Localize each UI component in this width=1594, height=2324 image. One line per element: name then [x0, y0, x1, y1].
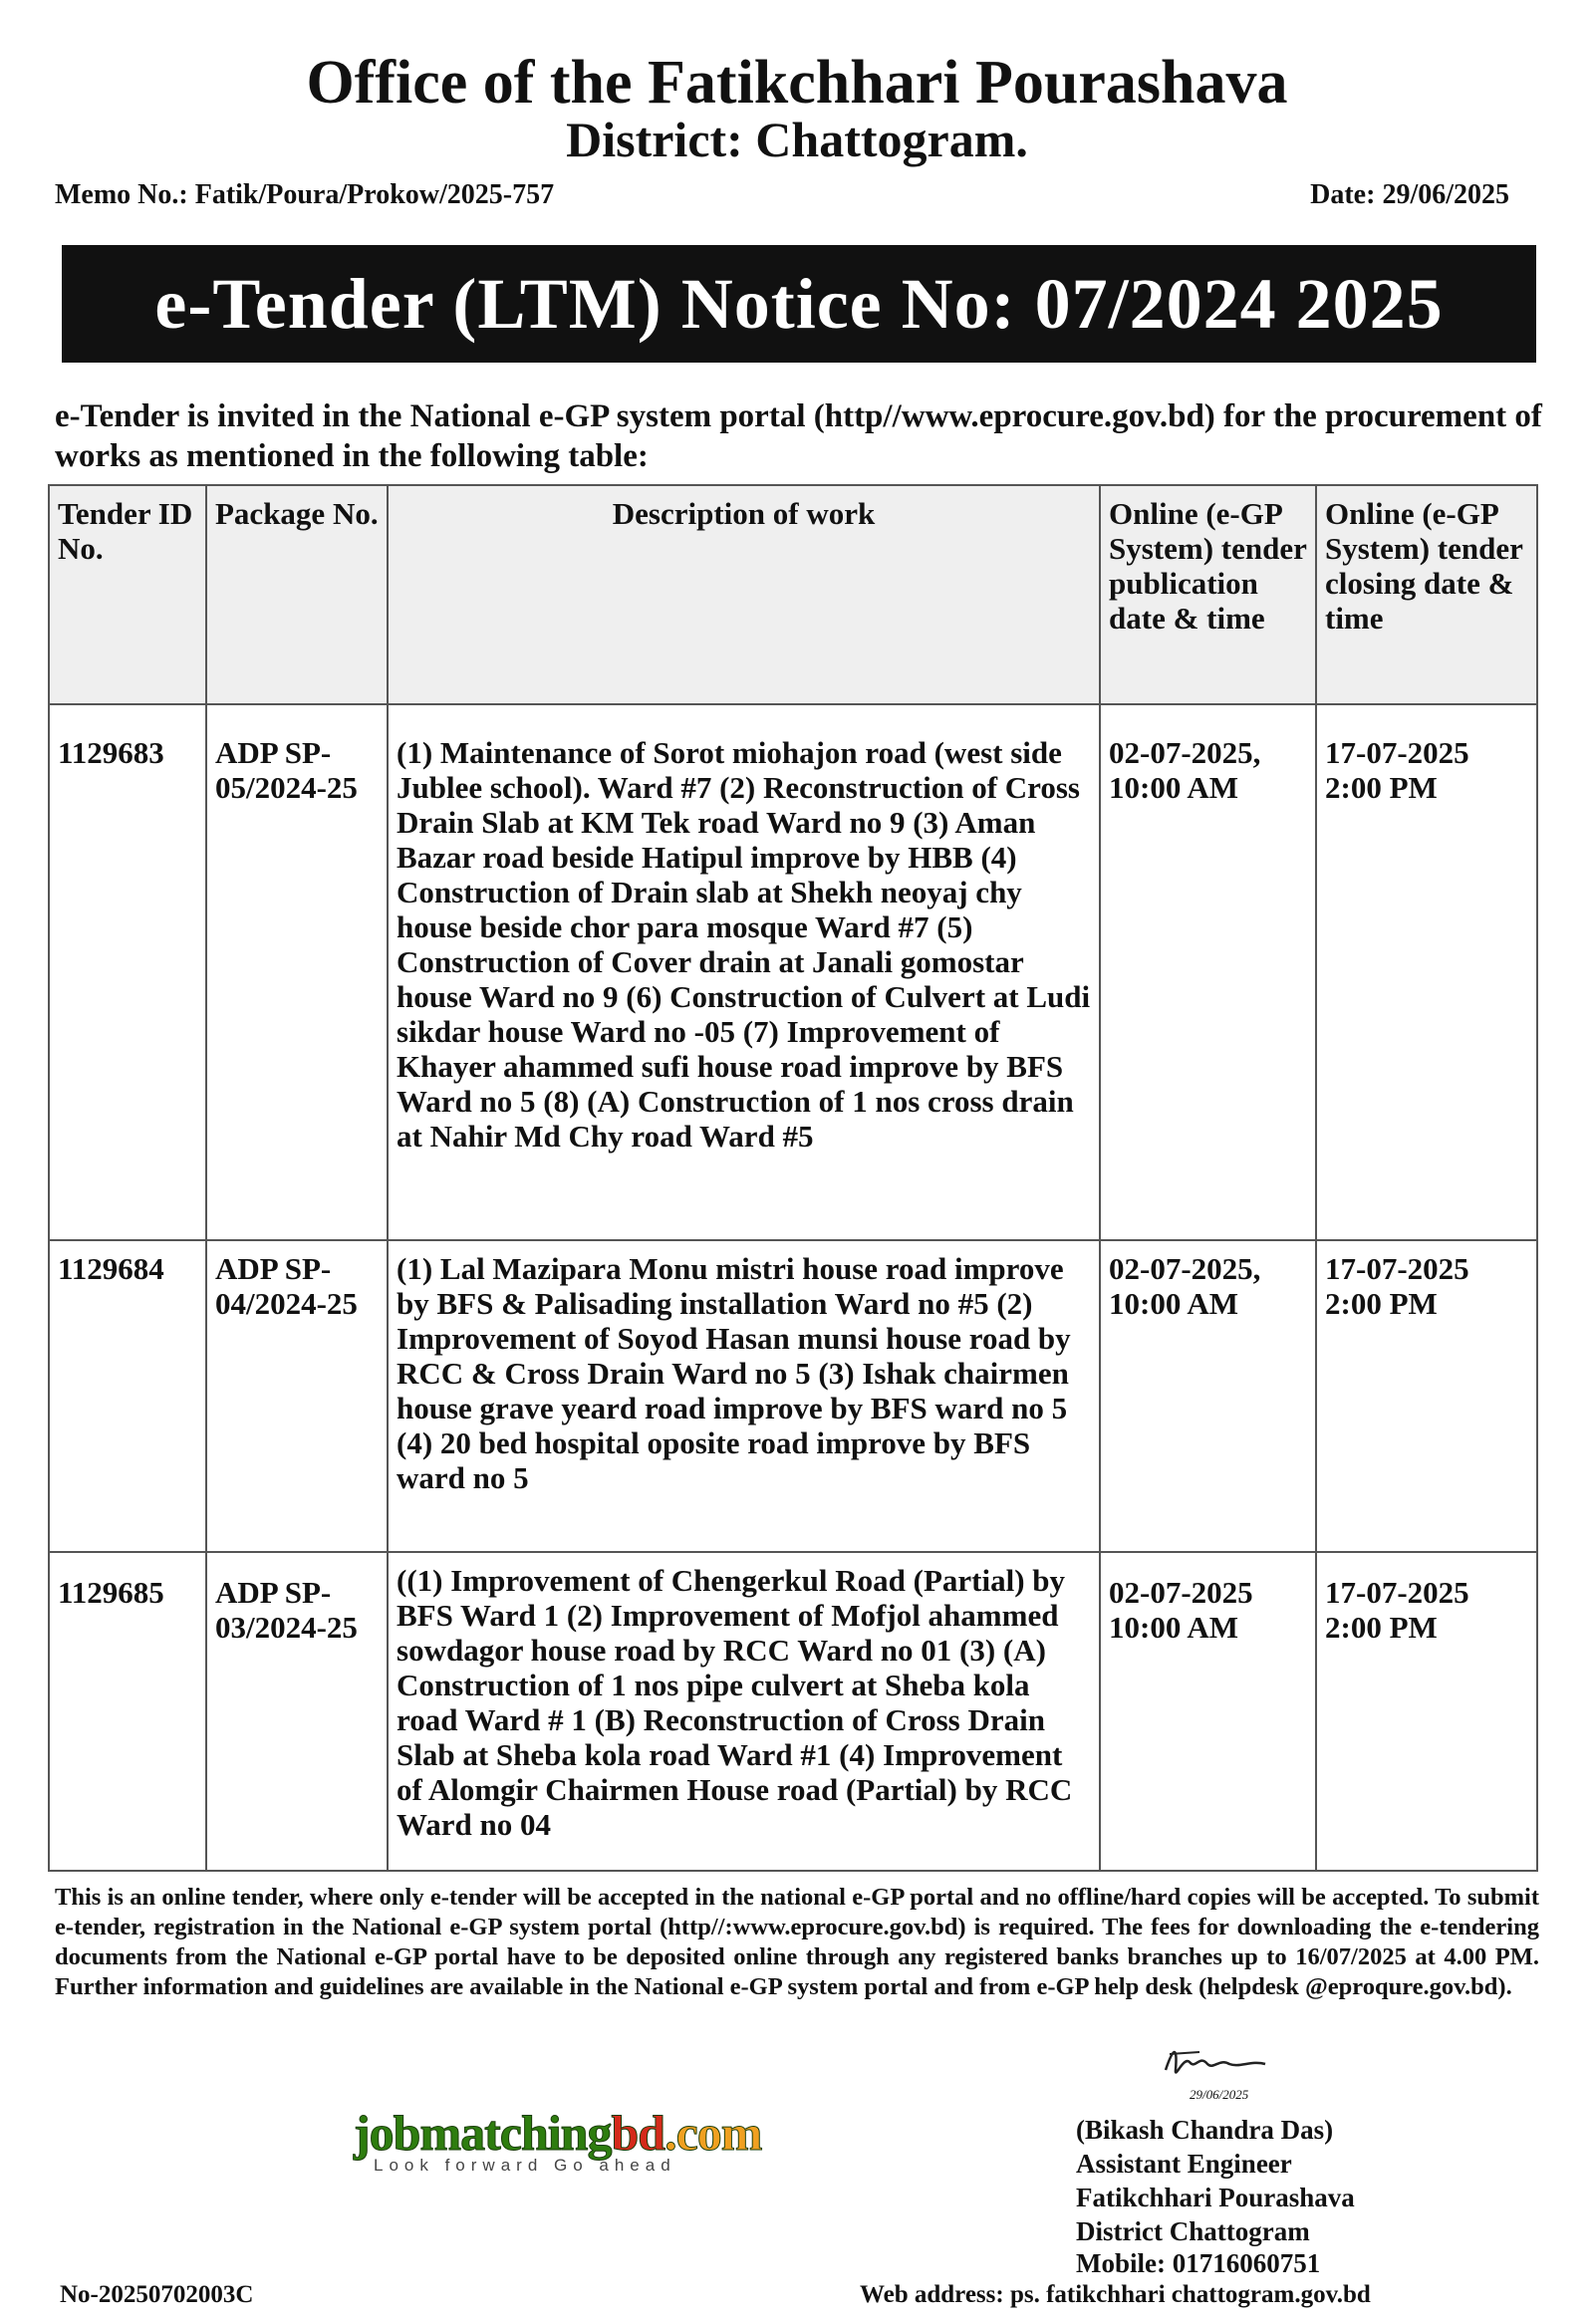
logo-text-jobmatching: jobmatching [354, 2105, 612, 2161]
logo-text-com: .com [664, 2105, 762, 2161]
work-description: (1) Maintenance of Sorot miohajon road (west side Jublee school). Ward #7 (2) Reconstruction of Cross Drain Slab at KM Tek road Ward no 9 (3) Aman Bazar road beside Hatipul improve by HBB (4) Construction of Drain slab at Shekh neoyaj chy house beside chor para mosque Ward #7 (5) Construction of Cover drain at Janali gomostar house Ward no 9 (6) Construction of Culvert at Ludi sikdar house Ward no -05 (7) Improvement of Khayer ahammed sufi house road improve by BFS Ward no 5 (8) (A) Construction of 1 nos cross drain at Nahir Md Chy road Ward #5 [388, 704, 1100, 1240]
intro-paragraph: e-Tender is invited in the National e-GP system portal (http//www.eprocure.gov.bd) for the procurement of works as mentioned in the following table: [55, 398, 1542, 474]
header-publication: Online (e-GP System) tender publication date & time [1100, 485, 1316, 704]
web-address: Web address: ps. fatikchhari chattogram.gov.bd [860, 2281, 1371, 2308]
notice-banner [62, 245, 1536, 363]
publication-datetime: 02-07-2025 10:00 AM [1100, 1552, 1316, 1871]
table-row [49, 704, 1537, 1240]
table-row [49, 1552, 1537, 1871]
publication-datetime: 02-07-2025, 10:00 AM [1100, 1240, 1316, 1552]
table-row [49, 1240, 1537, 1552]
closing-datetime: 17-07-2025 2:00 PM [1316, 1552, 1537, 1871]
district-title: District: Chattogram. [566, 112, 1028, 167]
jobmatchingbd-logo [354, 2104, 761, 2176]
memo-number: Memo No.: Fatik/Poura/Prokow/2025-757 [55, 179, 555, 210]
work-description: ((1) Improvement of Chengerkul Road (Partial) by BFS Ward 1 (2) Improvement of Mofjol ahammed sowdagor house road by RCC Ward no 01 (3) (A) Construction of 1 nos pipe culvert at Sheba kola road Ward # 1 (B) Reconstruction of Cross Drain Slab at Sheba kola road Ward #1 (4) Improvement of Alomgir Chairmen House road (Partial) by RCC Ward no 04 [388, 1552, 1100, 1871]
closing-datetime: 17-07-2025 2:00 PM [1316, 1240, 1537, 1552]
signatory-office: Fatikchhari Pourashava [1076, 2183, 1355, 2212]
package-no: ADP SP-03/2024-25 [206, 1552, 388, 1871]
office-title: Office of the Fatikchhari Pourashava [306, 49, 1288, 117]
signature-date: 29/06/2025 [1190, 2087, 1249, 2102]
tender-id: 1129683 [49, 704, 206, 1240]
signatory-district: District Chattogram [1076, 2216, 1310, 2246]
terms-paragraph: This is an online tender, where only e-tender will be accepted in the national e-GP portal and no offline/hard copies will be accepted. To submit e-tender, registration in the National e-GP system portal (http//:www.eprocure.gov.bd) is required. The fees for downloading the e-tendering documents from the National e-GP portal have to be deposited online through any registered banks branches up to 16/07/2025 at 4.00 PM. Further information and guidelines are available in the National e-GP system portal and from e-GP help desk (helpdesk @eproqure.gov.bd). [55, 1884, 1539, 2000]
memo-date: Date: 29/06/2025 [1310, 179, 1509, 210]
tender-id: 1129684 [49, 1240, 206, 1552]
signatory-title: Assistant Engineer [1076, 2149, 1292, 2179]
header-closing: Online (e-GP System) tender closing date & time [1316, 485, 1537, 704]
table-header-row [49, 485, 1537, 704]
signatory-name: (Bikash Chandra Das) [1076, 2115, 1334, 2145]
package-no: ADP SP-04/2024-25 [206, 1240, 388, 1552]
tender-table [48, 484, 1538, 1872]
header-package: Package No. [206, 485, 388, 704]
header-tender-id: Tender ID No. [49, 485, 206, 704]
signature-mark [1156, 2040, 1275, 2103]
logo-text-bd: bd [611, 2105, 665, 2161]
publication-number: No-20250702003C [60, 2281, 254, 2308]
signatory-mobile: Mobile: 01716060751 [1076, 2248, 1321, 2278]
logo-tagline: Look forward Go ahead [374, 2156, 676, 2175]
notice-title: e-Tender (LTM) Notice No: 07/2024 2025 [154, 263, 1444, 344]
closing-datetime: 17-07-2025 2:00 PM [1316, 704, 1537, 1240]
publication-datetime: 02-07-2025, 10:00 AM [1100, 704, 1316, 1240]
header-description: Description of work [388, 485, 1100, 704]
package-no: ADP SP-05/2024-25 [206, 704, 388, 1240]
tender-id: 1129685 [49, 1552, 206, 1871]
work-description: (1) Lal Mazipara Monu mistri house road improve by BFS & Palisading installation Ward no #5 (2) Improvement of Soyod Hasan munsi house road by RCC & Cross Drain Ward no 5 (3) Ishak chairmen house grave yeard road improve by BFS ward no 5 (4) 20 bed hospital oposite road improve by BFS ward no 5 [388, 1240, 1100, 1552]
